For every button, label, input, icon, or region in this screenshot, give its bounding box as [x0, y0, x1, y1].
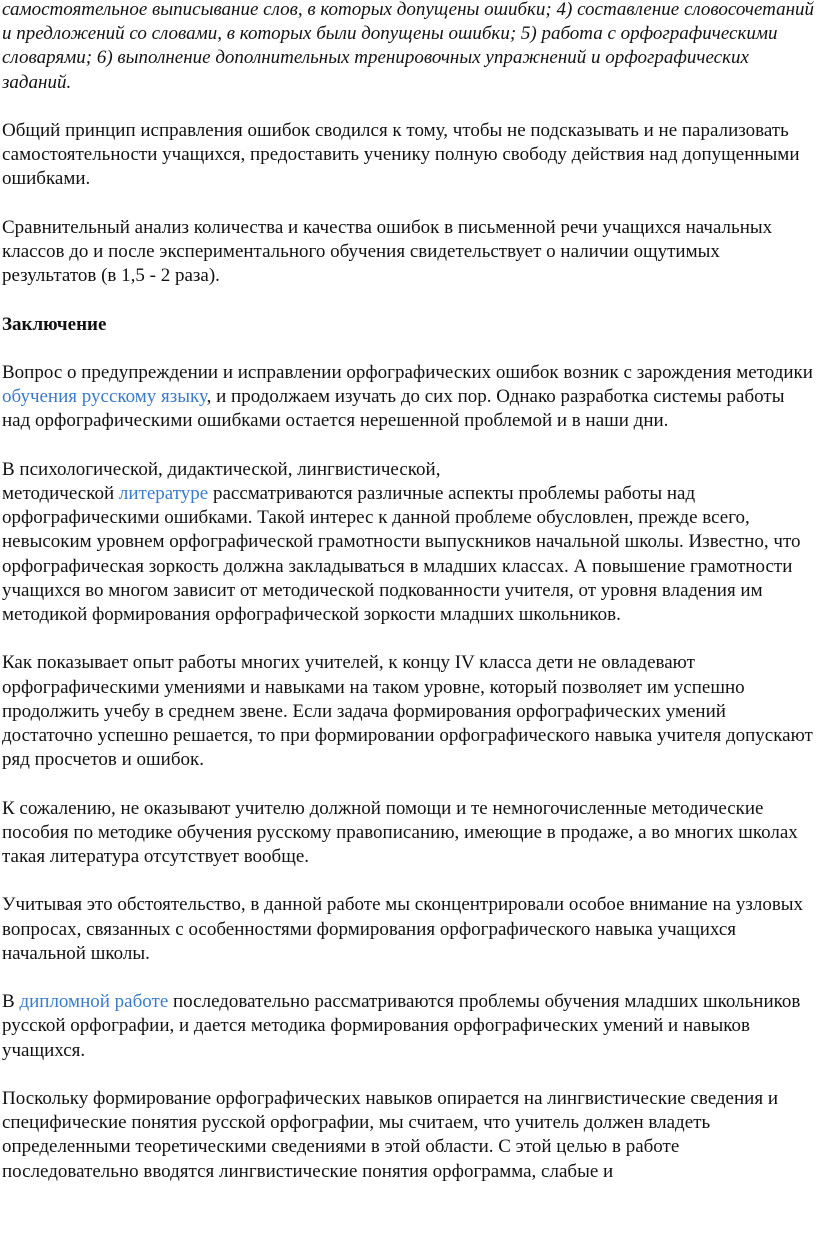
- paragraph-literature-aspects: [2, 458, 814, 627]
- text-segment: В: [2, 991, 20, 1013]
- paragraph-thesis: [2, 990, 814, 1063]
- text-segment: В психологической, дидактической, лингвистической,: [2, 458, 441, 480]
- text-segment: рассматриваются различные аспекты проблемы работы над орфографическими ошибками. Такой интерес к данной проблеме обусловлен, прежде всего, невысоким уровнем орфографической грамотности выпускников начальной школы. Известно, что орфографическая зоркость должна закладываться в младших классах. А повышение грамотности учащихся во многом зависит от методической подкованности учителя, от уровня владения им методикой формирования орфографической зоркости младших школьников.: [2, 482, 801, 625]
- paragraph-correction-principle: Общий принцип исправления ошибок сводился к тому, чтобы не подсказывать и не парализовать самостоятельности учащихся, предоставить ученику полную свободу действия над допущенными ошибками.: [2, 120, 800, 190]
- link-literature[interactable]: литературе: [118, 482, 209, 504]
- paragraph-conclusion-question: [2, 361, 814, 434]
- link-russian-teaching[interactable]: обучения русскому языку: [2, 386, 207, 408]
- paragraph-linguistic-concepts: Поскольку формирование орфографических навыков опирается на лингвистические сведения и специфические понятия русской орфографии, мы считаем, что учитель должен владеть определенными теоретическими сведениями в этой области. С этой целью в работе последовательно вводятся лингвистические понятия орфограмма, слабые и: [2, 1087, 778, 1182]
- link-diploma-work[interactable]: дипломной работе: [19, 991, 169, 1013]
- text-segment: , и продолжаем изучать до сих пор. Однако разработка системы работы над орфографическими ошибками остается нерешенной проблемой и в наши дни.: [2, 386, 785, 432]
- text-segment: последовательно рассматриваются проблемы обучения младших школьников русской орфографии, и дается методика формирования орфографических умений и навыков учащихся.: [2, 991, 801, 1061]
- paragraph-focus: Учитывая это обстоятельство, в данной работе мы сконцентрировали особое внимание на узловых вопросах, связанных с особенностями формирования орфографического навыка учащихся начальной школы.: [2, 894, 804, 964]
- paragraph-comparative-analysis: Сравнительный анализ количества и качества ошибок в письменной речи учащихся начальных классов до и после экспериментального обучения свидетельствует о наличии ощутимых результатов (в 1,5 - 2 раза).: [2, 216, 773, 287]
- paragraph-methodical-aids: К сожалению, не оказывают учителю должной помощи и те немногочисленные методические пособия по методике обучения русскому правописанию, имеющие в продаже, а во многих школах такая литература отсутствует вообще.: [2, 797, 798, 867]
- paragraph-teacher-experience: Как показывает опыт работы многих учителей, к концу IV класса дети не овладевают орфографическими умениями и навыками на таком уровне, который позволяет им успешно продолжить учебу в среднем звене. Если задача формирования орфографических умений достаточно успешно решается, то при формировании орфографического навыка учителя допускают ряд просчетов и ошибок.: [2, 652, 813, 771]
- text-segment: методической: [2, 482, 119, 504]
- intro-paragraph: самостоятельное выписывание слов, в которых допущены ошибки; 4) составление словосочетаний и предложений со словами, в которых были допущены ошибки; 5) работа с орфографическими словарями; 6) выполнение дополнительных тренировочных упражнений и орфографических заданий.: [2, 0, 815, 93]
- section-heading-conclusion: Заключение: [2, 313, 107, 335]
- text-segment: Вопрос о предупреждении и исправлении орфографических ошибок возник с зарождения методики: [2, 361, 813, 383]
